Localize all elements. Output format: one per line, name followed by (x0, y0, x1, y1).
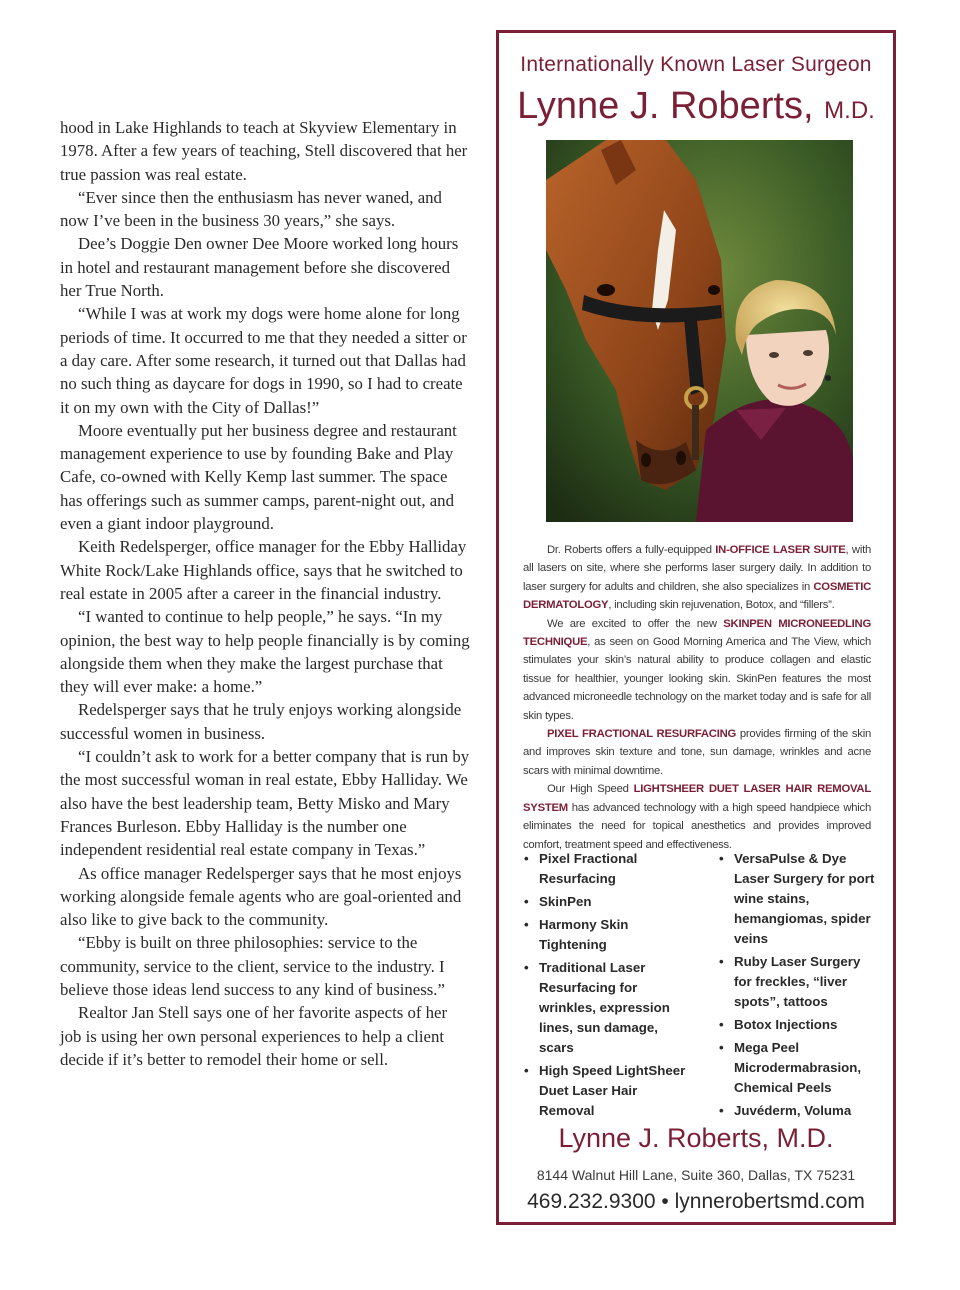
article-paragraph: Realtor Jan Stell says one of her favorite aspects of her job is using her own personal experiences to help a client decide if it’s better to remodel their home or sell. (60, 1003, 448, 1069)
service-item: • Pixel Fractional Resurfacing (521, 849, 691, 889)
service-item: • Ruby Laser Surgery for freckles, “liver spots”, tattoos (716, 952, 881, 1012)
ad-footer-name: Lynne J. Roberts, M.D. (558, 1123, 834, 1153)
article-paragraph: “While I was at work my dogs were home alone for long periods of time. It occurred to me that they needed a sitter or a day care. After some research, it turned out that Dallas had no such thing as daycare for dogs in 1990, so I had to create it on my own with the City of Dallas!” (60, 304, 467, 417)
article-column (60, 116, 470, 1071)
ad-highlight: IN-OFFICE LASER SUITE (715, 544, 846, 556)
article-paragraph: Dee’s Doggie Den owner Dee Moore worked long hours in hotel and restaurant management before she discovered her True North. (60, 234, 459, 301)
ad-text: Our High Speed (547, 783, 634, 796)
article-paragraph: “Ever since then the enthusiasm has never waned, and now I’ve been in the business 30 years,” she says. (60, 187, 442, 231)
ad-highlight: PIXEL FRACTIONAL RESURFACING (547, 728, 737, 741)
advertisement-box (496, 30, 896, 1225)
article-paragraph: “I wanted to continue to help people,” he says. “In my opinion, the best way to help people financially is by coming alongside them when they make the largest purchase that they will ever make: a home.” (60, 607, 470, 697)
ad-highlight: SKINPEN MICRONEEDLING TECHNIQUE (523, 617, 871, 649)
ad-text: , with all lasers on site, where she performs laser surgery daily. In addition to laser surgery for adults and children, she also specializes in (523, 544, 872, 593)
ad-paragraph-laser-suite (523, 541, 871, 615)
ad-text: provides firming of the skin and improves skin texture and tone, sun damage, wrinkles and acne scars with minimal downtime. (523, 728, 871, 777)
phone-number[interactable]: 469.232.9300 (527, 1190, 656, 1213)
ad-name-text: Lynne J. Roberts, (517, 85, 814, 127)
services-column-right (716, 849, 881, 1124)
ad-highlight: COSMETIC DERMATOLOGY (523, 580, 871, 612)
ad-contact-line (499, 1190, 893, 1214)
ad-text: Dr. Roberts offers a fully-equipped (547, 544, 716, 556)
service-item: • VersaPulse & Dye Laser Surgery for port wine stains, hemangiomas, spider veins (716, 849, 881, 949)
ad-address: 8144 Walnut Hill Lane, Suite 360, Dallas, TX 75231 (536, 1167, 856, 1183)
ad-text: We are excited to offer the new (547, 617, 724, 630)
article-paragraph: As office manager Redelsperger says that he most enjoys working alongside female agents who are goal-oriented and also like to give back to the community. (60, 863, 462, 930)
service-item: • Botox Injections (716, 1015, 881, 1035)
service-item: • Harmony Skin Tightening (521, 915, 691, 955)
service-item: • Mega Peel Microdermabrasion, Chemical Peels (716, 1038, 881, 1098)
services-column-left (521, 849, 691, 1124)
article-paragraph: Keith Redelsperger, office manager for the Ebby Halliday White Rock/Lake Highlands office, says that he switched to real estate in 2005 after a career in the financial industry. (60, 537, 467, 603)
ad-credential: M.D. (824, 97, 875, 124)
ad-paragraph-skinpen (523, 615, 871, 725)
doctor-with-horse-photo (546, 140, 853, 522)
ad-text: , including skin rejuvenation, Botox, and “fillers”. (608, 599, 835, 612)
ad-doctor-name (499, 85, 893, 128)
service-item: • Juvéderm, Voluma (716, 1101, 881, 1121)
ad-highlight: LIGHTSHEER DUET LASER HAIR REMOVAL SYSTEM (523, 783, 871, 814)
service-item: • High Speed LightSheer Duet Laser Hair Removal (521, 1061, 691, 1121)
service-item: • Traditional Laser Resurfacing for wrinkles, expression lines, sun damage, scars (521, 958, 691, 1058)
article-paragraph: “I couldn’t ask to work for a better company that is run by the most successful woman in real estate, Ebby Halliday. We also have the best leadership team, Betty Misko and Mary Frances Burleson. Ebby Halliday is the number one independent residential real estate company in Texas.” (60, 747, 470, 860)
article-paragraph: hood in Lake Highlands to teach at Skyview Elementary in 1978. After a few years of teaching, Stell discovered that her true passion was real estate. (60, 118, 468, 184)
article-paragraph: “Ebby is built on three philosophies: service to the community, service to the client, service to the industry. I believe those ideas lend success to any kind of business.” (60, 933, 445, 999)
website-link[interactable]: lynnerobertsmd.com (674, 1190, 865, 1213)
photo-illustration (546, 140, 853, 522)
services-list (521, 849, 881, 1124)
article-paragraph: Redelsperger says that he truly enjoys working alongside successful women in business. (60, 700, 462, 743)
ad-paragraph-pixel (523, 725, 871, 780)
ad-text: has advanced technology with a high speed handpiece which eliminates the need for topical anesthetics and provides improved comfort, treatment speed and effectiveness. (523, 801, 871, 851)
ad-text: , as seen on Good Morning America and The View, which stimulates your skin’s natural ability to produce collagen and elastic tissue for healthier, younger looking skin. SkinPen features the most advanced microneedle technology on the market today and is safe for all skin types. (523, 636, 871, 722)
ad-paragraph-lightsheer (523, 780, 871, 854)
service-item: • SkinPen (521, 892, 691, 912)
ad-tagline: Internationally Known Laser Surgeon (520, 53, 872, 76)
ad-description (523, 541, 871, 854)
article-paragraph: Moore eventually put her business degree and restaurant management experience to use by founding Bake and Play Cafe, co-owned with Kelly Kemp last summer. The space has offerings such as summer camps, parent-night out, and even a giant indoor playground. (60, 420, 457, 534)
separator-dot: • (661, 1190, 669, 1213)
